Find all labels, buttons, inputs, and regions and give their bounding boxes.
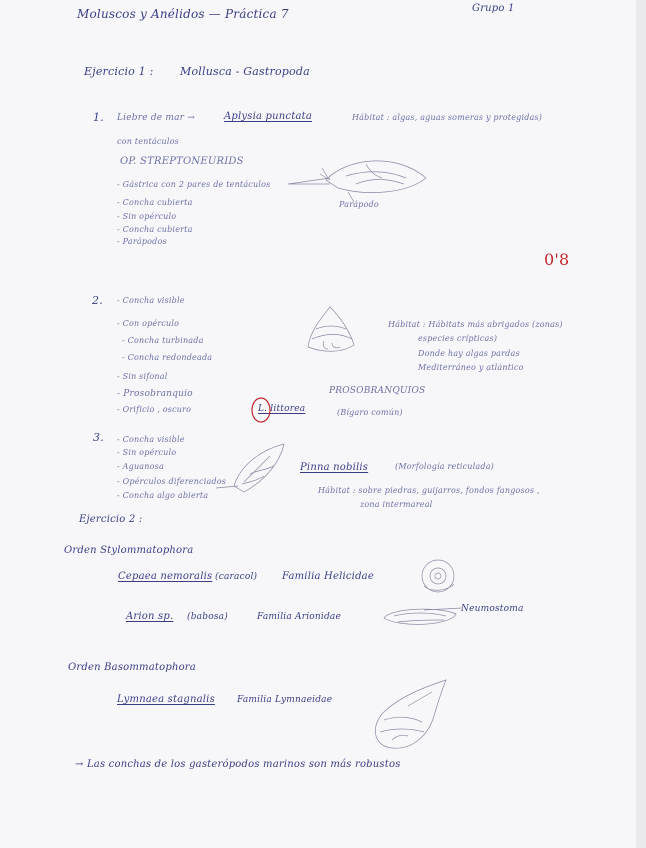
slug-drawing [380, 600, 464, 634]
species-cepaea: Cepaea nemoralis [118, 571, 213, 582]
binding-margin [636, 0, 646, 848]
item-2-group: PROSOBRANQUIOS [329, 386, 426, 396]
item-3-habitat: zona intermareal [360, 500, 433, 509]
conclusion-note: → Las conchas de los gasterópodos marinos son más robustos [75, 759, 401, 770]
exercise-2-heading: Ejercicio 2 : [79, 514, 143, 525]
snail-shell-drawing [416, 556, 462, 598]
item-1-number: 1. [93, 111, 104, 124]
item-1-common-name: Liebre de mar → [117, 113, 195, 123]
family-arionidae: Familia Arionidae [257, 612, 342, 622]
species-arion-common: (babosa) [187, 612, 228, 622]
item-1-feature: - Gástrica con 2 pares de tentáculos [117, 180, 271, 189]
item-2-feature: - Concha turbinada [122, 336, 204, 345]
order-basommatophora: Orden Basommatophora [68, 662, 196, 673]
item-3-species: Pinna nobilis [300, 462, 369, 473]
grade-mark: 0'8 [544, 250, 570, 269]
item-1-feature: - Sin opérculo [117, 212, 177, 221]
item-3-feature: - Aguanosa [117, 462, 164, 471]
item-1-feature: - Concha cubierta [117, 198, 193, 207]
item-2-feature: - Orificio , oscuro [117, 405, 192, 414]
whelk-shell-drawing [214, 440, 290, 496]
item-2-feature: - Concha redondeada [122, 353, 213, 362]
item-1-habitat: Hábitat : algas, aguas someras y protegidas) [352, 113, 543, 122]
neumostoma-label: Neumostoma [461, 604, 524, 614]
item-2-feature: - Prosobranquio [117, 389, 193, 399]
family-helicidae: Familia Helicidae [282, 571, 374, 582]
item-2-circled-species: L. littorea [258, 404, 306, 414]
sea-hare-drawing [286, 150, 436, 210]
item-2-habitat: especies crípticas) [418, 334, 498, 343]
item-1-order: OP. STREPTONEURIDS [120, 156, 244, 167]
item-2-common-name: (Bígaro común) [337, 408, 403, 417]
top-shell-drawing [302, 303, 358, 355]
item-1-species: Aplysia punctata [224, 111, 312, 122]
parapodo-label: Parápodo [339, 200, 379, 209]
item-2-feature: - Sin sifonal [117, 372, 168, 381]
item-2-number: 2. [92, 294, 103, 307]
species-cepaea-common: (caracol) [215, 572, 258, 582]
pond-snail-shell-drawing [362, 676, 452, 752]
page-title: Moluscos y Anélidos — Práctica 7 [77, 7, 289, 21]
group-label: Grupo 1 [472, 3, 515, 14]
exercise-1-subject: Mollusca - Gastropoda [180, 65, 310, 78]
order-stylommatophora: Orden Stylommatophora [64, 545, 194, 556]
item-3-feature: - Concha visible [117, 435, 185, 444]
family-lymnaeidae: Familia Lymnaeidae [237, 695, 333, 705]
item-2-habitat: Mediterráneo y atlántico [418, 363, 524, 372]
item-3-feature: - Opérculos diferenciados [117, 477, 227, 486]
item-2-habitat: Hábitat : Hábitats más abrigados (zonas) [388, 320, 563, 329]
species-arion: Arion sp. [126, 611, 174, 622]
item-3-number: 3. [93, 431, 104, 444]
item-1-feature: - Parápodos [117, 237, 167, 246]
item-2-habitat: Donde hay algas pardas [418, 349, 520, 358]
red-circle-mark [248, 396, 278, 426]
exercise-1-heading: Ejercicio 1 : [84, 65, 154, 78]
item-3-feature: - Concha algo abierta [117, 491, 209, 500]
item-3-habitat: Hábitat : sobre piedras, guijarros, fondos fangosos , [318, 486, 540, 495]
species-lymnaea: Lymnaea stagnalis [117, 694, 215, 705]
item-2-feature: - Con opérculo [117, 319, 180, 328]
item-1-feature: - Concha cubierta [117, 225, 193, 234]
item-1-line2: con tentáculos [117, 137, 179, 146]
item-3-species-note: (Morfología reticulada) [395, 462, 495, 471]
item-3-feature: - Sin opérculo [117, 448, 177, 457]
item-2-feature: - Concha visible [117, 296, 185, 305]
